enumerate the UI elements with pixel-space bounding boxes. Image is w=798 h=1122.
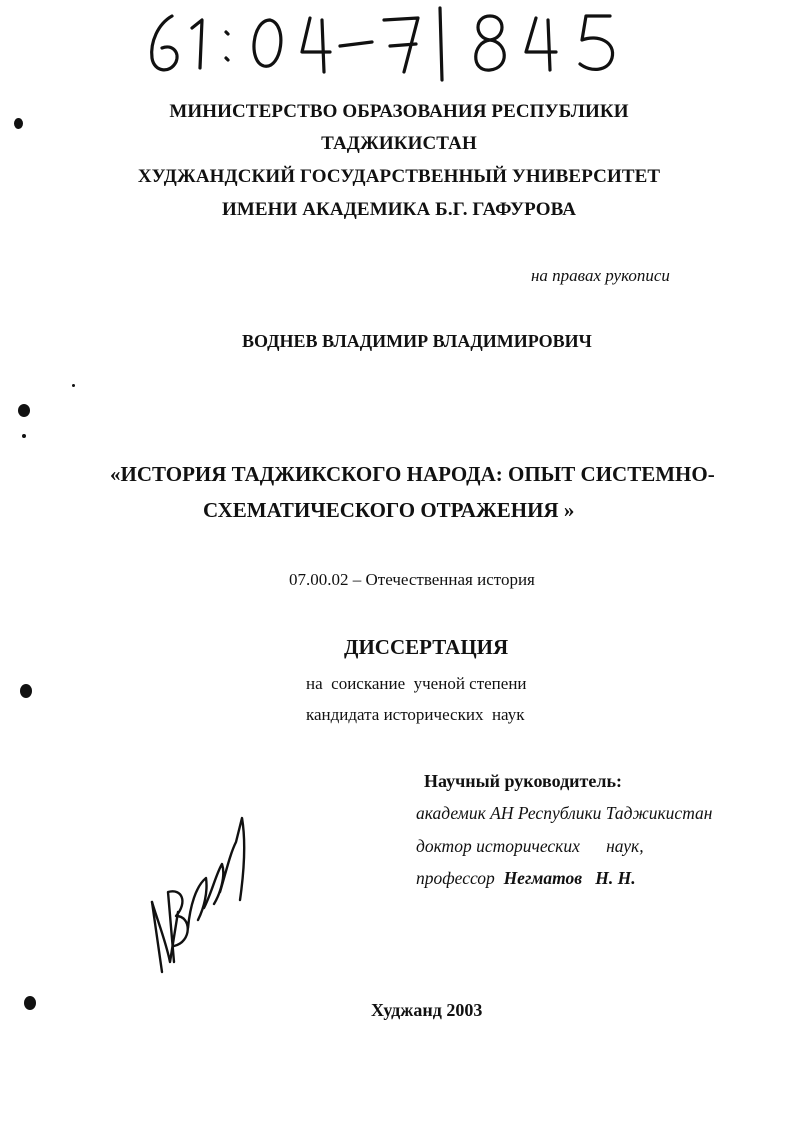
supervisor-heading: Научный руководитель: — [424, 771, 622, 791]
supervisor-line-2: доктор исторических наук, — [416, 836, 644, 856]
scan-mark — [22, 434, 26, 438]
author-name: ВОДНЕВ ВЛАДИМИР ВЛАДИМИРОВИЧ — [242, 331, 592, 351]
supervisor-line-3 — [416, 868, 636, 889]
place-year: Худжанд 2003 — [371, 1000, 483, 1020]
supervisor-name: Негматов Н. Н. — [503, 868, 636, 888]
scan-mark — [24, 996, 36, 1010]
university-line-2: ИМЕНИ АКАДЕМИКА Б.Г. ГАФУРОВА — [221, 199, 577, 220]
scan-mark — [72, 384, 75, 387]
dissertation-title-line-2: СХЕМАТИЧЕСКОГО ОТРАЖЕНИЯ » — [203, 498, 575, 522]
ministry-line-2: ТАДЖИКИСТАН — [321, 133, 477, 154]
dissertation-title-line-1: «ИСТОРИЯ ТАДЖИКСКОГО НАРОДА: ОПЫТ СИСТЕМНО- — [110, 462, 715, 486]
degree-line-1: на соискание ученой степени — [306, 674, 527, 693]
manuscript-note: на правах рукописи — [531, 266, 670, 285]
university-line-1: ХУДЖАНДСКИЙ ГОСУДАРСТВЕННЫЙ УНИВЕРСИТЕТ — [137, 166, 661, 187]
supervisor-line-1: академик АН Республики Таджикистан — [416, 803, 713, 823]
document-type: ДИССЕРТАЦИЯ — [344, 635, 509, 659]
degree-line-2: кандидата исторических наук — [306, 705, 525, 724]
supervisor-title: профессор — [416, 868, 495, 888]
author-signature — [148, 812, 258, 982]
archive-number-handwriting — [140, 2, 640, 82]
scan-mark — [18, 404, 30, 417]
ministry-line-1: МИНИСТЕРСТВО ОБРАЗОВАНИЯ РЕСПУБЛИКИ — [169, 101, 629, 122]
scan-mark — [20, 684, 32, 698]
specialty: 07.00.02 – Отечественная история — [289, 570, 535, 589]
